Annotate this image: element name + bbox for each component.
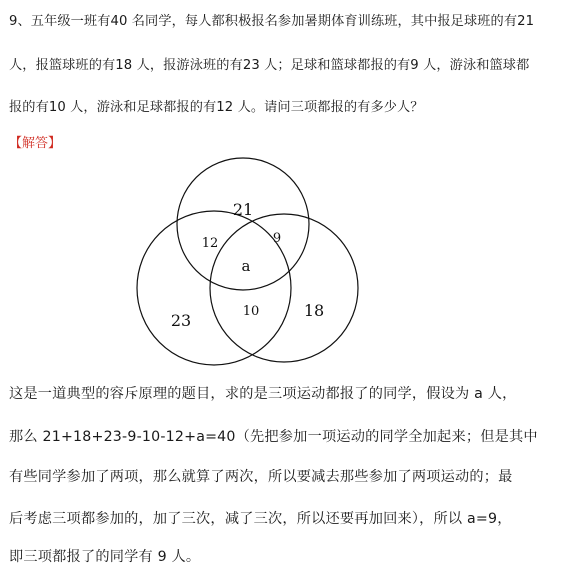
venn-top-value: 21 — [232, 200, 254, 219]
question-line-3: 报的有10 人，游泳和足球都报的有12 人。请问三项都报的有多少人？ — [9, 100, 424, 115]
venn-center: a — [241, 257, 251, 275]
explanation-line-1: 这是一道典型的容斥原理的题目，求的是三项运动都报了的同学，假设为 a 人， — [9, 386, 517, 402]
venn-circle-left — [137, 211, 291, 365]
venn-right-value: 18 — [303, 301, 325, 320]
question-line-1: 9、五年级一班有40 名同学，每人都积极报名参加暑期体育训练班，其中报足球班的有21 — [9, 14, 535, 29]
question-line-2: 人，报篮球班的有18 人，报游泳班的有23 人；足球和篮球都报的有9 人，游泳和篮球都 — [9, 58, 530, 73]
venn-top-left-overlap: 12 — [201, 236, 219, 251]
explanation-line-5: 即三项都报了的同学有 9 人。 — [9, 549, 201, 565]
explanation-line-2: 那么 21+18+23-9-10-12+a=40（先把参加一项运动的同学全加起来；但是其中 — [9, 429, 538, 445]
explanation-line-4: 后考虑三项都参加的，加了三次，减了三次，所以还要再加回来），所以 a=9， — [9, 511, 512, 527]
venn-circle-right — [210, 214, 358, 362]
answer-tag: 【解答】 — [9, 136, 62, 151]
venn-left-value: 23 — [170, 311, 192, 330]
venn-bottom-overlap: 10 — [242, 304, 260, 319]
venn-top-right-overlap: 9 — [272, 231, 282, 246]
explanation-line-3: 有些同学参加了两项，那么就算了两次，所以要减去那些参加了两项运动的；最 — [9, 469, 513, 485]
